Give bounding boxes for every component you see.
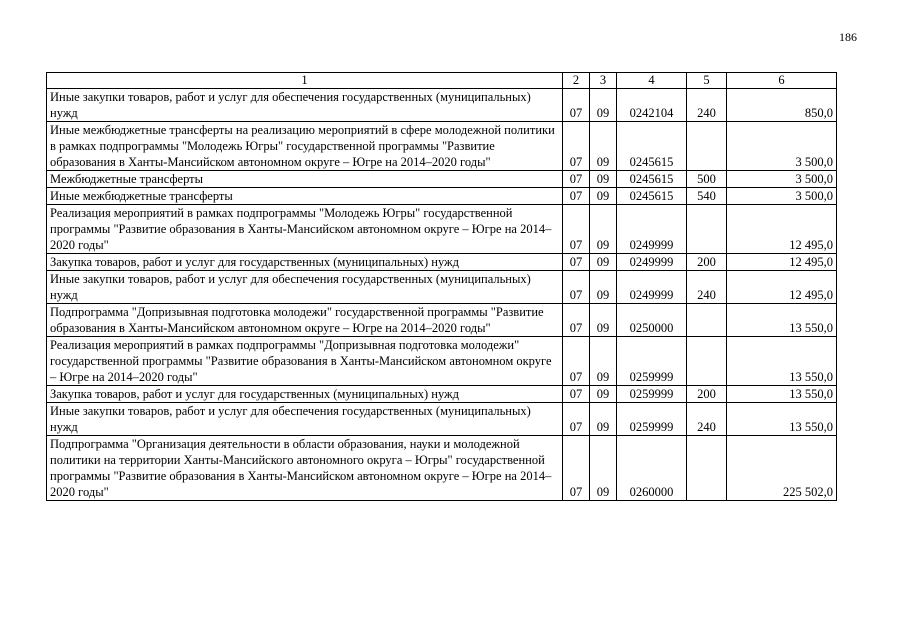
row-target-code: 0245615 bbox=[617, 188, 687, 205]
row-subsection: 09 bbox=[590, 171, 617, 188]
table-row bbox=[47, 188, 837, 205]
row-name: Иные межбюджетные трансферты bbox=[47, 188, 563, 205]
row-expense-type bbox=[687, 337, 727, 386]
row-amount: 13 550,0 bbox=[727, 304, 837, 337]
row-expense-type: 540 bbox=[687, 188, 727, 205]
row-section: 07 bbox=[563, 122, 590, 171]
row-amount: 12 495,0 bbox=[727, 271, 837, 304]
row-amount: 3 500,0 bbox=[727, 171, 837, 188]
row-expense-type: 500 bbox=[687, 171, 727, 188]
row-section: 07 bbox=[563, 403, 590, 436]
row-target-code: 0259999 bbox=[617, 386, 687, 403]
row-subsection: 09 bbox=[590, 271, 617, 304]
table-row bbox=[47, 386, 837, 403]
row-amount: 3 500,0 bbox=[727, 188, 837, 205]
row-target-code: 0259999 bbox=[617, 337, 687, 386]
row-name: Подпрограмма "Допризывная подготовка молодежи" государственной программы "Развитие образования в Ханты-Мансийском автономном округе – Югре на 2014–2020 годы" bbox=[47, 304, 563, 337]
row-name: Иные закупки товаров, работ и услуг для обеспечения государственных (муниципальных) нужд bbox=[47, 89, 563, 122]
row-subsection: 09 bbox=[590, 254, 617, 271]
row-subsection: 09 bbox=[590, 436, 617, 501]
budget-table bbox=[46, 72, 837, 501]
header-cell: 1 bbox=[47, 73, 563, 89]
header-cell: 2 bbox=[563, 73, 590, 89]
row-subsection: 09 bbox=[590, 188, 617, 205]
row-amount: 13 550,0 bbox=[727, 386, 837, 403]
row-section: 07 bbox=[563, 205, 590, 254]
table-row bbox=[47, 436, 837, 501]
row-name: Межбюджетные трансферты bbox=[47, 171, 563, 188]
row-expense-type: 200 bbox=[687, 386, 727, 403]
row-name: Реализация мероприятий в рамках подпрограммы "Молодежь Югры" государственной программы "Развитие образования в Ханты-Мансийском автономном округе – Югре на 2014–2020 годы" bbox=[47, 205, 563, 254]
table-row bbox=[47, 254, 837, 271]
row-amount: 225 502,0 bbox=[727, 436, 837, 501]
table-row bbox=[47, 205, 837, 254]
row-section: 07 bbox=[563, 271, 590, 304]
row-subsection: 09 bbox=[590, 337, 617, 386]
row-expense-type bbox=[687, 436, 727, 501]
row-section: 07 bbox=[563, 171, 590, 188]
row-expense-type bbox=[687, 304, 727, 337]
header-cell: 4 bbox=[617, 73, 687, 89]
row-target-code: 0249999 bbox=[617, 205, 687, 254]
row-amount: 12 495,0 bbox=[727, 205, 837, 254]
row-target-code: 0260000 bbox=[617, 436, 687, 501]
header-cell: 5 bbox=[687, 73, 727, 89]
row-section: 07 bbox=[563, 436, 590, 501]
row-name: Закупка товаров, работ и услуг для государственных (муниципальных) нужд bbox=[47, 386, 563, 403]
row-target-code: 0249999 bbox=[617, 254, 687, 271]
page-number: 186 bbox=[839, 30, 857, 44]
row-subsection: 09 bbox=[590, 89, 617, 122]
row-target-code: 0250000 bbox=[617, 304, 687, 337]
table-body bbox=[47, 89, 837, 501]
row-amount: 13 550,0 bbox=[727, 403, 837, 436]
row-target-code: 0245615 bbox=[617, 171, 687, 188]
table-header-row bbox=[47, 73, 837, 89]
row-section: 07 bbox=[563, 337, 590, 386]
row-section: 07 bbox=[563, 386, 590, 403]
row-expense-type: 240 bbox=[687, 271, 727, 304]
row-amount: 12 495,0 bbox=[727, 254, 837, 271]
table-row bbox=[47, 403, 837, 436]
row-amount: 13 550,0 bbox=[727, 337, 837, 386]
row-target-code: 0245615 bbox=[617, 122, 687, 171]
row-subsection: 09 bbox=[590, 304, 617, 337]
row-expense-type: 200 bbox=[687, 254, 727, 271]
row-expense-type bbox=[687, 205, 727, 254]
header-cell: 3 bbox=[590, 73, 617, 89]
row-section: 07 bbox=[563, 304, 590, 337]
row-name: Иные закупки товаров, работ и услуг для обеспечения государственных (муниципальных) нужд bbox=[47, 403, 563, 436]
row-subsection: 09 bbox=[590, 122, 617, 171]
row-expense-type: 240 bbox=[687, 403, 727, 436]
row-section: 07 bbox=[563, 89, 590, 122]
row-expense-type bbox=[687, 122, 727, 171]
table-row bbox=[47, 304, 837, 337]
row-amount: 3 500,0 bbox=[727, 122, 837, 171]
row-name: Подпрограмма "Организация деятельности в области образования, науки и молодежной политики на территории Ханты-Мансийского автономного округа – Югры" государственной программы "Развитие образования в Ханты-Мансийском автономном округе – Югре на 2014–2020 годы" bbox=[47, 436, 563, 501]
table-row bbox=[47, 89, 837, 122]
row-expense-type: 240 bbox=[687, 89, 727, 122]
row-subsection: 09 bbox=[590, 205, 617, 254]
row-section: 07 bbox=[563, 254, 590, 271]
row-name: Реализация мероприятий в рамках подпрограммы "Допризывная подготовка молодежи" государственной программы "Развитие образования в Ханты-Мансийском автономном округе – Югре на 2014–2020 годы" bbox=[47, 337, 563, 386]
table-row bbox=[47, 271, 837, 304]
table-row bbox=[47, 171, 837, 188]
header-cell: 6 bbox=[727, 73, 837, 89]
table-row bbox=[47, 337, 837, 386]
row-amount: 850,0 bbox=[727, 89, 837, 122]
row-name: Закупка товаров, работ и услуг для государственных (муниципальных) нужд bbox=[47, 254, 563, 271]
row-section: 07 bbox=[563, 188, 590, 205]
row-target-code: 0242104 bbox=[617, 89, 687, 122]
row-name: Иные закупки товаров, работ и услуг для обеспечения государственных (муниципальных) нужд bbox=[47, 271, 563, 304]
row-subsection: 09 bbox=[590, 403, 617, 436]
row-name: Иные межбюджетные трансферты на реализацию мероприятий в сфере молодежной политики в рамках подпрограммы "Молодежь Югры" государственной программы "Развитие образования в Ханты-Мансийском автономном округе – Югре на 2014–2020 годы" bbox=[47, 122, 563, 171]
row-target-code: 0259999 bbox=[617, 403, 687, 436]
table-row bbox=[47, 122, 837, 171]
row-target-code: 0249999 bbox=[617, 271, 687, 304]
row-subsection: 09 bbox=[590, 386, 617, 403]
